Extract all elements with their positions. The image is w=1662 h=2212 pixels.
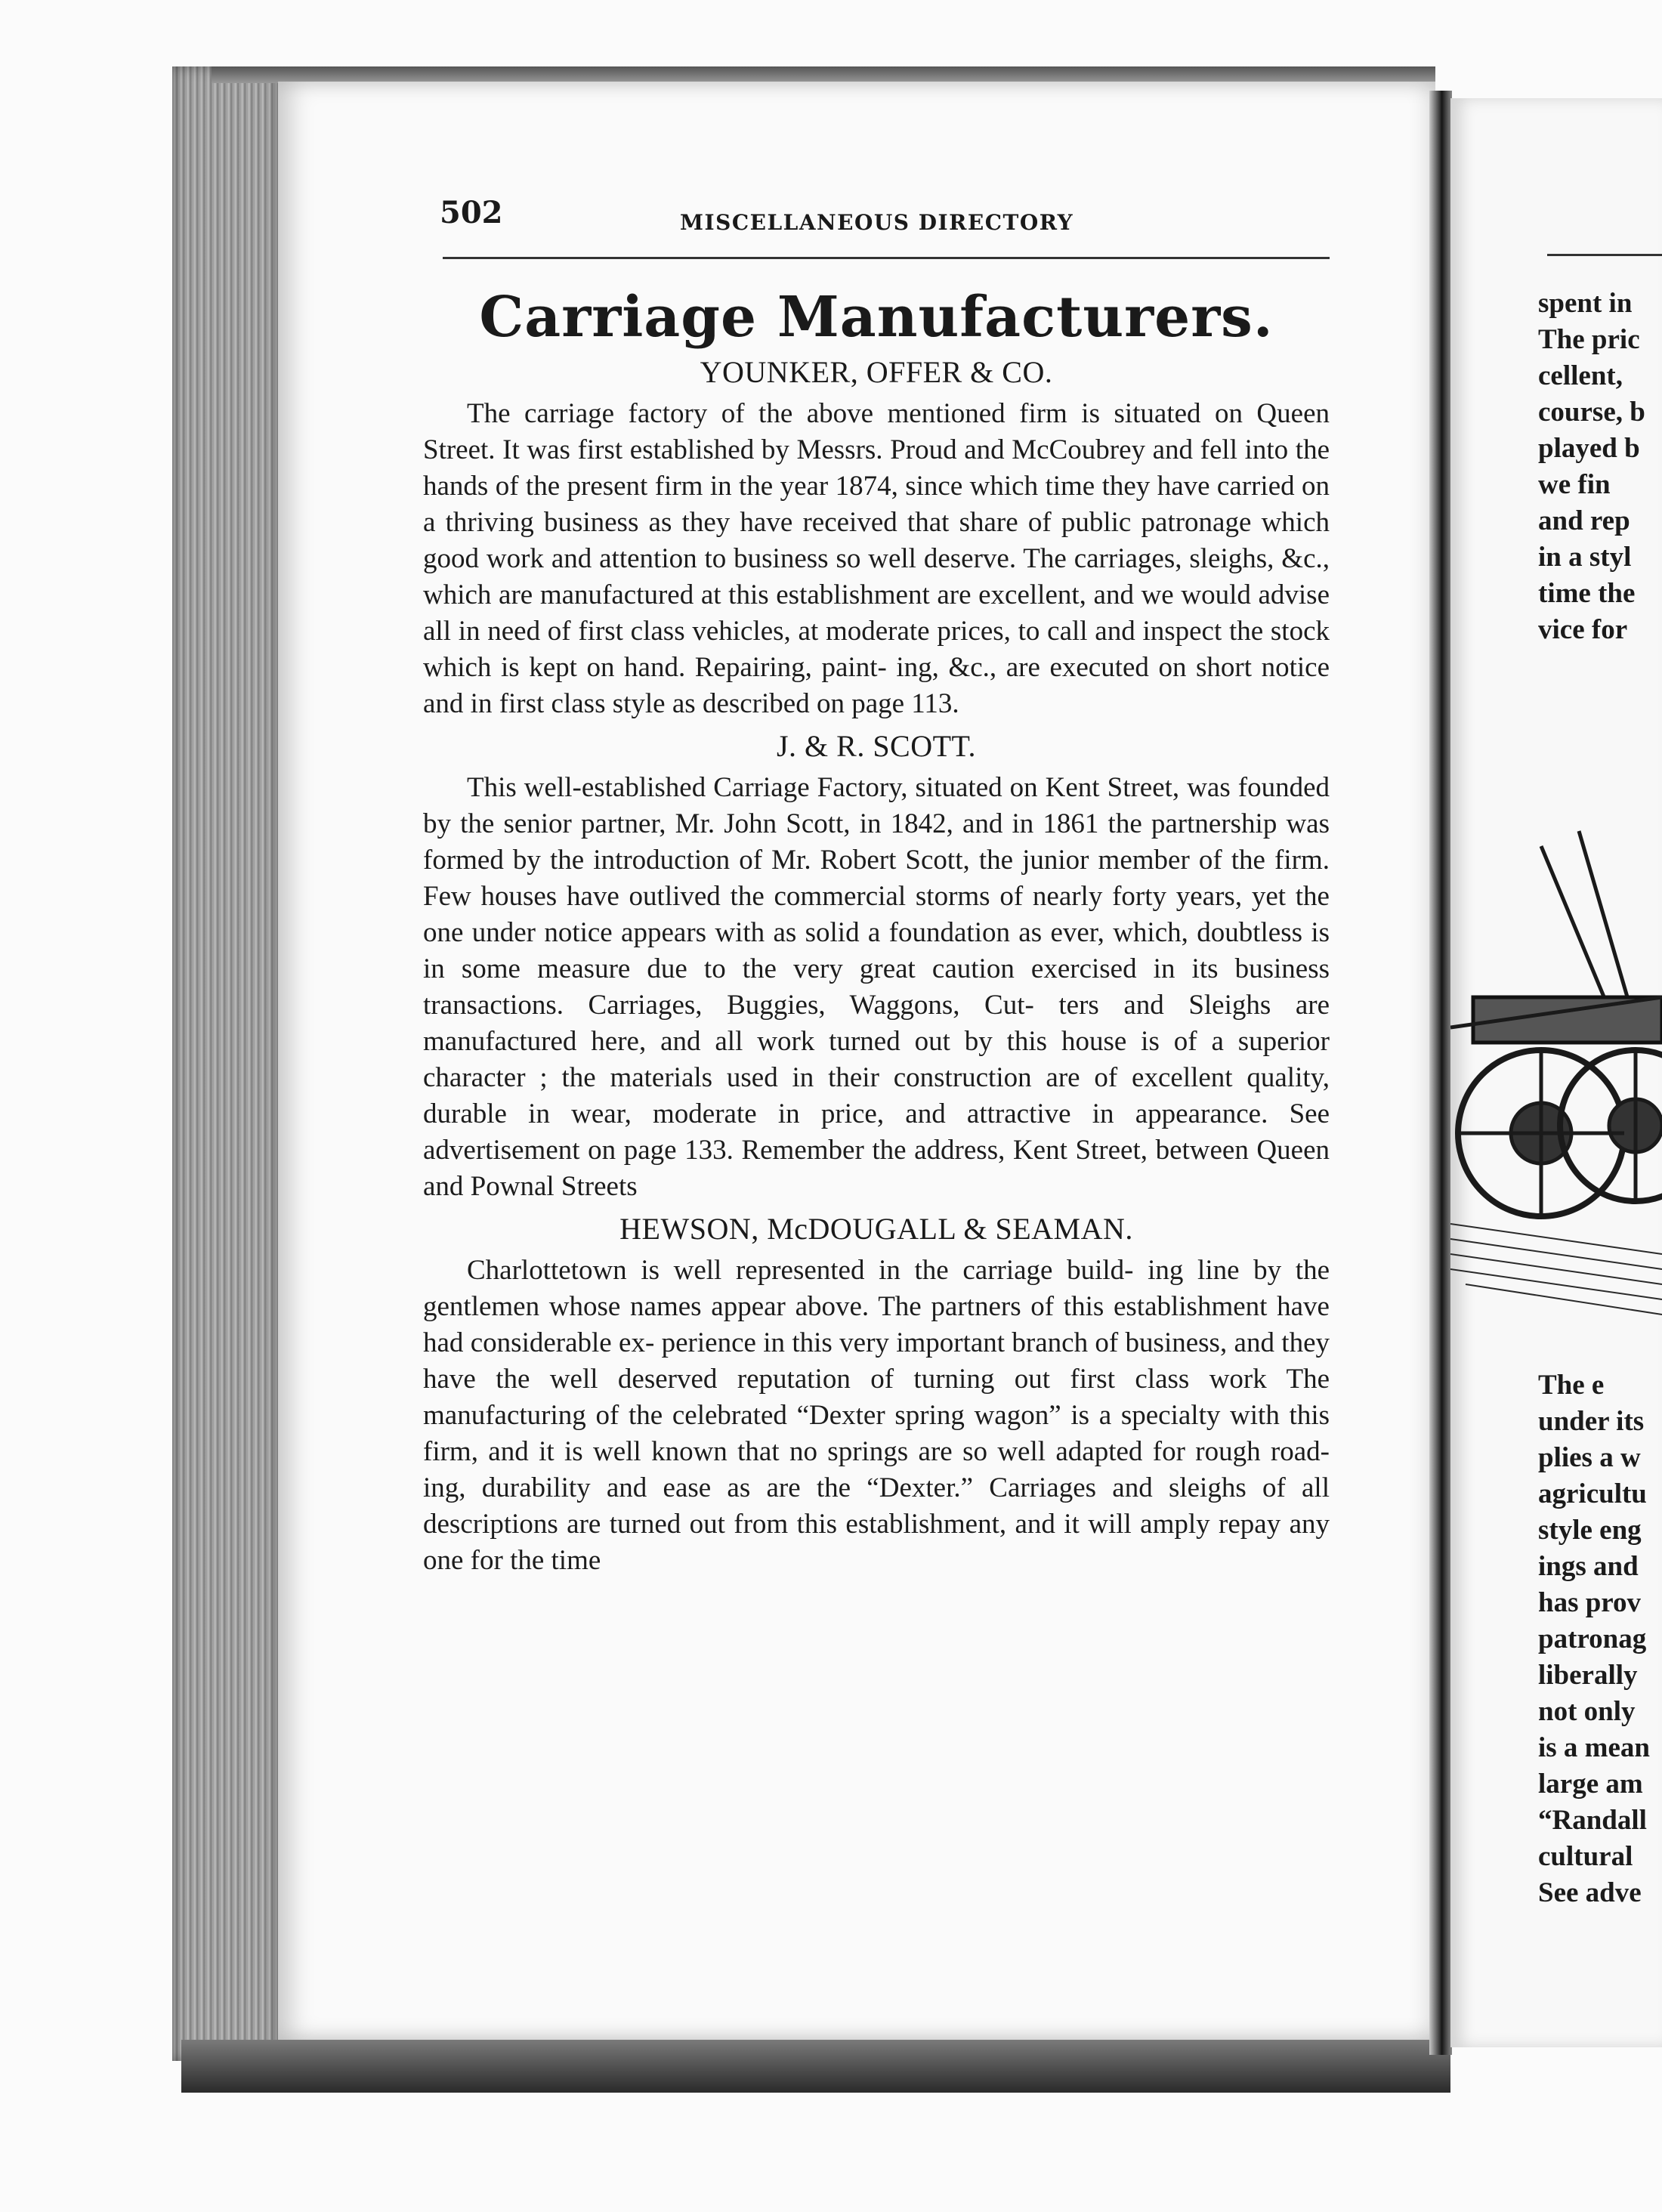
text-line: firm in the year 1874, since which time they have carried on — [654, 471, 1330, 502]
running-head: MISCELLANEOUS DIRECTORY — [680, 210, 1074, 235]
text-line: class work The manufacturing of the celebrated “Dexter — [423, 1364, 1330, 1432]
right-text-line: agricultu — [1538, 1478, 1647, 1509]
right-text-line: course, b — [1538, 397, 1645, 428]
right-text-line: in a styl — [1538, 542, 1632, 573]
entry-hewson — [423, 1211, 1330, 1579]
right-text-line: vice for — [1538, 614, 1628, 645]
firm-heading: J. & R. SCOTT. — [776, 729, 977, 764]
text-line: in wear, moderate in price, and attractive in appearance. — [528, 1098, 1290, 1130]
right-text-line: is a mean — [1538, 1732, 1650, 1763]
text-line: ing, durability and ease as are the “Dexter.” Carriages — [423, 1472, 1113, 1504]
right-text-line: style eng — [1538, 1515, 1642, 1546]
text-line: The carriage factory of the above mentioned firm is — [467, 398, 1114, 430]
text-line: inspect the stock which is kept on hand. Repairing, paint- — [423, 616, 1330, 684]
text-line: Proud and McCoubrey and fell into the hands of the present — [423, 434, 1330, 502]
text-line: deserve. The carriages, sleighs, &c., which are manufactured — [423, 543, 1330, 611]
text-line: and sleighs of all descriptions are turned out from this — [423, 1472, 1330, 1540]
text-line: nearly forty years, yet the one under notice appears with — [423, 881, 1330, 949]
right-text-line: large am — [1538, 1769, 1643, 1800]
text-line: establishment, and it will amply repay any one for the time — [423, 1509, 1330, 1577]
right-text-line: liberally — [1538, 1660, 1638, 1691]
right-text-line: has prov — [1538, 1587, 1642, 1618]
text-line: they have the well deserved reputation of turning out first — [423, 1327, 1330, 1395]
text-line: used in their construction are of excellent quality, durable — [423, 1062, 1330, 1130]
right-text-line: patronag — [1538, 1623, 1647, 1654]
book-edge-top — [212, 66, 1435, 83]
text-line: firm. Few houses have outlived the commercial storms of — [423, 845, 1330, 913]
header-rule — [443, 257, 1330, 259]
text-line: partners of this establishment have had considerable ex- — [423, 1291, 1330, 1359]
right-text-line: time the — [1538, 578, 1636, 609]
right-text-line: cellent, — [1538, 360, 1623, 391]
right-text-line: “Randall — [1538, 1805, 1647, 1836]
book-gutter — [1429, 91, 1452, 2055]
right-text-line: we fin — [1538, 469, 1611, 500]
right-text-line: under its — [1538, 1406, 1645, 1437]
right-text-line: The e — [1538, 1370, 1605, 1401]
text-line: in need of first class vehicles, at moderate prices, to call and — [458, 616, 1143, 647]
text-line: spring wagon” is a specialty with this firm, and it is well — [423, 1400, 1330, 1468]
section-title: Carriage Manufacturers. — [479, 285, 1274, 350]
right-header-rule — [1547, 254, 1662, 256]
text-line: out by this house is of a superior character ; the materials — [423, 1026, 1330, 1094]
entry-scott — [423, 728, 1330, 1205]
right-text-line: See adve — [1538, 1877, 1642, 1908]
page-number: 502 — [440, 195, 503, 230]
text-line: measure due to the very great caution exercised in its — [537, 953, 1235, 985]
right-text-line: and rep — [1538, 505, 1630, 536]
firm-heading: HEWSON, McDOUGALL & SEAMAN. — [619, 1212, 1133, 1247]
text-line: described on page 113. — [702, 688, 959, 720]
text-line: This well-established Carriage Factory, situated on Kent — [467, 772, 1107, 804]
right-text-line: plies a w — [1538, 1442, 1641, 1473]
plough-illustration — [1450, 801, 1662, 1330]
entry-body — [423, 396, 1330, 722]
page-content — [423, 287, 1330, 1579]
text-line: as solid a foundation as ever, which, doubtless is in some — [423, 917, 1330, 985]
text-line: business transactions. Carriages, Buggies, Waggons, Cut- — [423, 953, 1330, 1021]
entry-body — [423, 770, 1330, 1205]
text-line: Kent Street, between Queen and Pownal Streets — [423, 1135, 1330, 1203]
entry-body — [423, 1253, 1330, 1579]
text-line: Street, was founded by the senior partner, Mr. John Scott, — [423, 772, 1330, 840]
firm-heading: YOUNKER, OFFER & CO. — [700, 355, 1053, 390]
text-line: known that no springs are so well adapted for rough road- — [651, 1436, 1330, 1468]
text-line: ing line by the gentlemen whose names appear above. The — [423, 1255, 1330, 1323]
text-line: in 1842, and in 1861 the partnership was formed by the — [423, 808, 1330, 876]
text-line: Charlottetown is well represented in the carriage build- — [467, 1255, 1148, 1287]
entry-younker — [423, 354, 1330, 722]
right-text-line: played b — [1538, 433, 1640, 464]
text-line: ters and Sleighs are manufactured here, and all work turned — [423, 990, 1330, 1058]
right-text-line: not only — [1538, 1696, 1636, 1727]
text-line: situated on Queen Street. It was first established by Messrs. — [423, 398, 1330, 466]
text-line: patronage which good work and attention to business so well — [423, 507, 1330, 575]
right-text-line: ings and — [1538, 1551, 1639, 1582]
right-text-line: The pric — [1538, 324, 1640, 355]
text-line: See advertisement on page 133. Remember the address, — [423, 1098, 1330, 1166]
text-line: a thriving business as they have received that share of public — [423, 507, 1141, 539]
text-line: at this establishment are excellent, and we would advise all — [423, 579, 1330, 647]
text-line: ing, &c., are executed on short notice and in first class style as — [423, 652, 1330, 720]
book-edge-bottom — [181, 2040, 1450, 2093]
right-text-line: cultural — [1538, 1841, 1633, 1872]
book-edge-left — [172, 66, 278, 2061]
text-line: introduction of Mr. Robert Scott, the junior member of the — [593, 845, 1275, 876]
right-text-line: spent in — [1538, 288, 1633, 319]
text-line: perience in this very important branch of business, and — [661, 1327, 1282, 1359]
